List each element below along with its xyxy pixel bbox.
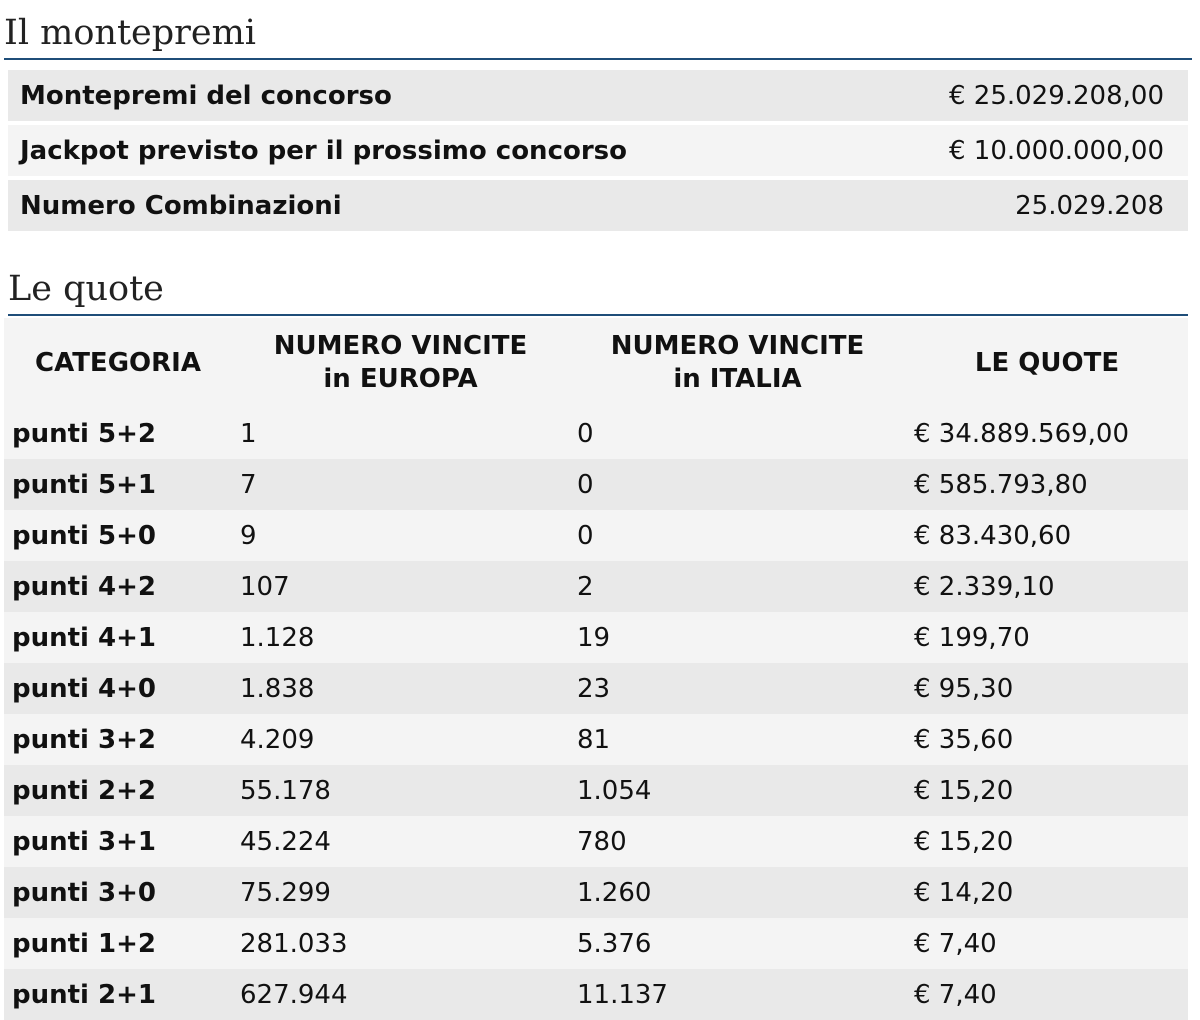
table-row (4, 765, 1188, 816)
cell-europa: 1.128 (240, 622, 315, 653)
header-vincite-italia (569, 330, 906, 396)
header-categoria: CATEGORIA (35, 347, 201, 378)
quote-table-header (4, 318, 1188, 408)
summary-label: Montepremi del concorso (20, 80, 392, 111)
cell-categoria: punti 3+2 (12, 724, 156, 755)
cell-europa: 45.224 (240, 826, 331, 857)
summary-value: € 10.000.000,00 (948, 135, 1164, 166)
cell-europa: 107 (240, 571, 290, 602)
cell-categoria: punti 5+0 (12, 520, 156, 551)
cell-europa: 55.178 (240, 775, 331, 806)
cell-categoria: punti 3+0 (12, 877, 156, 908)
summary-row-jackpot (8, 125, 1188, 176)
cell-italia: 5.376 (577, 928, 652, 959)
cell-europa: 9 (240, 520, 257, 551)
cell-europa: 4.209 (240, 724, 315, 755)
cell-italia: 2 (577, 571, 594, 602)
cell-categoria: punti 2+2 (12, 775, 156, 806)
table-row (4, 918, 1188, 969)
cell-quota: € 95,30 (914, 673, 1014, 704)
cell-categoria: punti 4+1 (12, 622, 156, 653)
cell-quota: € 35,60 (914, 724, 1014, 755)
cell-europa: 281.033 (240, 928, 348, 959)
cell-quota: € 2.339,10 (914, 571, 1055, 602)
cell-categoria: punti 5+2 (12, 418, 156, 449)
table-row (4, 510, 1188, 561)
header-vincite-europa-line1: NUMERO VINCITE (273, 331, 528, 361)
summary-value: € 25.029.208,00 (948, 80, 1164, 111)
cell-italia: 11.137 (577, 979, 668, 1010)
cell-categoria: punti 5+1 (12, 469, 156, 500)
table-row (4, 408, 1188, 459)
cell-italia: 0 (577, 469, 594, 500)
cell-italia: 19 (577, 622, 611, 653)
table-row (4, 816, 1188, 867)
header-vincite-italia-line2: in ITALIA (673, 364, 802, 394)
summary-row-montepremi (8, 70, 1188, 121)
cell-quota: € 585.793,80 (914, 469, 1088, 500)
cell-italia: 81 (577, 724, 611, 755)
summary-value: 25.029.208 (1015, 190, 1164, 221)
cell-categoria: punti 4+2 (12, 571, 156, 602)
header-vincite-europa (232, 330, 569, 396)
cell-quota: € 34.889.569,00 (914, 418, 1130, 449)
table-row (4, 561, 1188, 612)
cell-categoria: punti 4+0 (12, 673, 156, 704)
header-le-quote: LE QUOTE (974, 347, 1120, 378)
cell-quota: € 7,40 (914, 979, 997, 1010)
header-vincite-europa-line2: in EUROPA (323, 364, 478, 394)
cell-quota: € 15,20 (914, 775, 1014, 806)
montepremi-title: Il montepremi (4, 16, 1192, 60)
cell-quota: € 7,40 (914, 928, 997, 959)
table-row (4, 663, 1188, 714)
cell-europa: 1.838 (240, 673, 315, 704)
cell-italia: 0 (577, 418, 594, 449)
cell-categoria: punti 2+1 (12, 979, 156, 1010)
cell-italia: 780 (577, 826, 627, 857)
cell-europa: 627.944 (240, 979, 348, 1010)
cell-italia: 23 (577, 673, 611, 704)
cell-quota: € 14,20 (914, 877, 1014, 908)
summary-row-combinazioni (8, 180, 1188, 231)
table-row (4, 612, 1188, 663)
cell-europa: 75.299 (240, 877, 331, 908)
cell-quota: € 199,70 (914, 622, 1030, 653)
table-row (4, 459, 1188, 510)
summary-label: Jackpot previsto per il prossimo concorso (20, 135, 628, 166)
quote-title: Le quote (8, 272, 1188, 316)
quote-table (4, 318, 1188, 1020)
cell-quota: € 83.430,60 (914, 520, 1072, 551)
table-row (4, 714, 1188, 765)
cell-italia: 1.054 (577, 775, 652, 806)
cell-europa: 1 (240, 418, 257, 449)
cell-europa: 7 (240, 469, 257, 500)
summary-label: Numero Combinazioni (20, 190, 342, 221)
cell-italia: 0 (577, 520, 594, 551)
montepremi-summary-table (8, 70, 1188, 235)
cell-categoria: punti 1+2 (12, 928, 156, 959)
cell-categoria: punti 3+1 (12, 826, 156, 857)
cell-italia: 1.260 (577, 877, 652, 908)
table-row (4, 867, 1188, 918)
cell-quota: € 15,20 (914, 826, 1014, 857)
table-row (4, 969, 1188, 1020)
header-vincite-italia-line1: NUMERO VINCITE (610, 331, 865, 361)
